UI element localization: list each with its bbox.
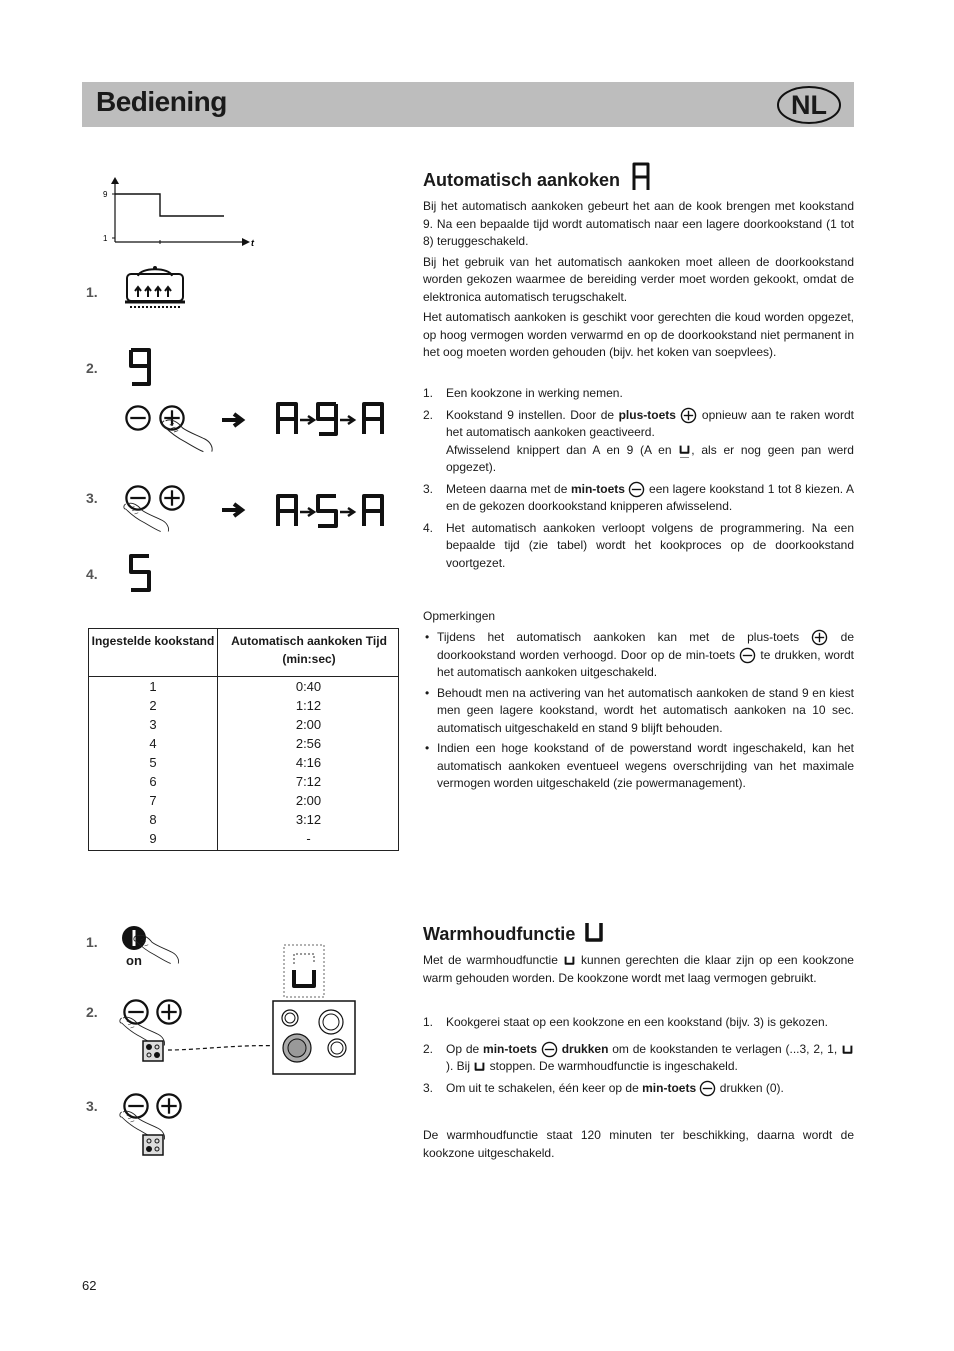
table-cell: 6: [149, 774, 157, 789]
paragraph: Bij het automatisch aankoken gebeurt het aan de kook brengen met kookstand 9. Na een bepaalde tijd wordt automatisch naar een lagere doorkookstand (1 tot 8) teruggeschakeld.: [423, 199, 854, 248]
step-label-2: 2.: [86, 360, 98, 376]
table-cell: 3: [149, 717, 157, 732]
minus-button-icon: [124, 404, 152, 432]
remarks-title: Opmerkingen: [423, 609, 496, 623]
section1-intro: [423, 198, 854, 365]
step-label-1: 1.: [86, 934, 98, 950]
step-label-4: 4.: [86, 566, 98, 582]
table-cell: 5: [149, 755, 157, 770]
keep-warm-icon: [473, 1060, 486, 1073]
list-item: 1. Een kookzone in werking nemen.: [423, 386, 623, 400]
finger-hand-icon: [122, 494, 172, 534]
step-label-3: 3.: [86, 1098, 98, 1114]
step-label-1: 1.: [86, 284, 98, 300]
table-cell: 9: [149, 831, 157, 846]
table-header-level: Ingestelde kookstand: [91, 634, 215, 648]
keep-warm-title-icon: [583, 920, 605, 944]
pot-on-cooktop-icon: [124, 264, 186, 312]
cooktop-zone-icon: [142, 1134, 164, 1156]
keep-warm-icon: [841, 1043, 854, 1056]
remarks-list: [423, 629, 854, 796]
list-item: • Indien een hoge kookstand of de powerstand wordt ingeschakeld, kan het automatisch aankoken eventueel wegens overschrijding van het maximale vermogen worden uitgeschakeld (zie powermanagement).: [425, 741, 854, 790]
section2-steps: [423, 1014, 854, 1101]
table-cell: 4: [149, 736, 157, 751]
plus-icon: [680, 407, 697, 424]
page-number: 62: [82, 1278, 97, 1293]
section-title-keep-warm: Warmhoudfunctie: [423, 924, 576, 944]
power-level-graph: [100, 176, 260, 252]
table-cell: 7: [149, 793, 157, 808]
table-cell: 2:56: [295, 736, 322, 751]
list-item: 3. Om uit te schakelen, één keer op de min-toets drukken (0).: [423, 1080, 854, 1098]
table-cell: 1:12: [295, 698, 322, 713]
section2-footer: De warmhoudfunctie staat 120 minuten ter beschikking, daarna wordt de kookzone uitgeschakeld.: [423, 1128, 854, 1160]
table-cell: 7:12: [295, 774, 322, 789]
table-cell: 2:00: [295, 793, 322, 808]
keep-warm-icon: [678, 443, 691, 458]
display-sequence-a5a: [218, 486, 398, 536]
auto-boil-table: [88, 628, 399, 851]
list-item: 1. Kookgerei staat op een kookzone en een kookstand (bijv. 3) is gekozen.: [423, 1015, 829, 1029]
table-cell: 2:00: [295, 717, 322, 732]
list-item: • Behoudt men na activering van het automatisch aankoken de stand 9 en kiest men geen lagere kookstand, wordt het automatisch aankoken na 10 sec. automatisch uitgeschakeld en stand 9 blijft behouden.: [425, 685, 854, 735]
minus-icon: [699, 1080, 716, 1097]
paragraph: Bij het gebruik van het automatisch aankoken moet alleen de doorkookstand worden gekozen waarmee de bereiding verder moet worden gekookt, omdat de elektronica automatisch terugschakelt.: [423, 254, 854, 304]
display-digit-9: [126, 346, 156, 390]
keep-warm-icon: [563, 954, 576, 967]
table-cell: 1: [149, 679, 157, 694]
graph-y-low: 1: [103, 234, 108, 243]
language-badge: NL: [791, 90, 827, 120]
table-header-time: Automatisch aankoken Tijd (min:sec): [231, 634, 387, 666]
plus-icon: [811, 629, 828, 646]
minus-icon: [541, 1041, 558, 1058]
section2-intro: Met de warmhoudfunctie kunnen gerechten die klaar zijn op een kookzone warm gehouden worden. De kookzone wordt met laag vermogen gebruikt.: [423, 953, 854, 985]
table-cell: 4:16: [295, 755, 322, 770]
table-col-level: [89, 677, 217, 848]
paragraph: Het automatisch aankoken is geschikt voor gerechten die koud worden opgezet, op hoog vermogen worden verwarmd en op de doorkookstand niet permanent in het oog moeten worden gehouden (bijv. het koken van soepvlees).: [423, 310, 854, 359]
list-item: 2. Kookstand 9 instellen. Door de plus-toets opnieuw aan te raken wordt het automatisch aankoken geactiveerd. Afwisselend knippert dan A en 9 (A en , als er nog geen pan werd opgezet).: [423, 407, 854, 474]
table-col-time: [218, 677, 399, 848]
minus-icon: [628, 481, 645, 498]
list-item: 3. Meteen daarna met de min-toets een lagere kookstand 1 tot 8 kiezen. A en de gekozen doorkookstand knipperen afwisselend.: [423, 481, 854, 513]
table-cell: 2: [149, 698, 157, 713]
finger-hand-icon: [160, 410, 216, 454]
svg-text:5: 5: [126, 552, 127, 553]
table-cell: 8: [149, 812, 157, 827]
graph-y-high: 9: [103, 190, 108, 199]
list-item: • Tijdens het automatisch aankoken kan met de plus-toets de doorkookstand worden verhoogd. Door op de min-toets te drukken, wordt het automatisch aankoken uitgeschakeld.: [425, 630, 855, 679]
list-item: 4. Het automatisch aankoken verloopt volgens de programmering. Na een bepaalde tijd (zie tabel) wordt het kookproces op de doorkookstand voortgezet.: [423, 520, 854, 570]
page-title: Bediening: [96, 86, 227, 117]
auto-boil-a-icon: [630, 160, 652, 192]
cooktop-diagram: [160, 940, 360, 1080]
table-cell: 3:12: [295, 812, 322, 827]
table-cell: 0:40: [295, 679, 322, 694]
step-label-3: 3.: [86, 490, 98, 506]
display-sequence-a9a: [218, 394, 398, 444]
table-cell: -: [306, 831, 311, 846]
list-item: 2. Op de min-toets drukken om de kookstanden te verlagen (...3, 2, 1, ). Bij stoppen. De warmhoudfunctie is ingeschakeld.: [423, 1041, 854, 1076]
display-digit-5: [126, 552, 156, 596]
svg-text:9: 9: [126, 346, 127, 347]
minus-icon: [739, 647, 756, 664]
step-label-2: 2.: [86, 1004, 98, 1020]
on-label: on: [126, 953, 142, 968]
section-title-auto-boil: Automatisch aankoken: [423, 170, 621, 190]
graph-x-label: t: [251, 238, 254, 248]
section1-steps: [423, 385, 854, 576]
